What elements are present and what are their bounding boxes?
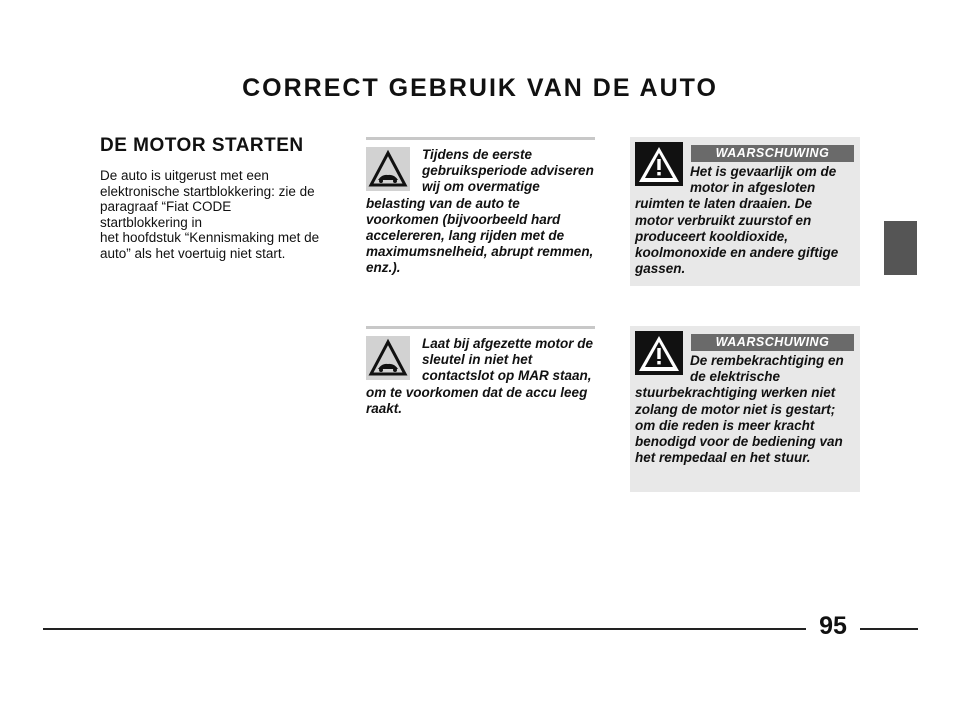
note-box — [366, 137, 595, 277]
note-divider — [366, 137, 595, 140]
warning-badge: WAARSCHUWING — [691, 334, 854, 351]
body-line: het hoofdstuk “Kennismaking met de — [100, 230, 320, 245]
footer-rule — [860, 628, 918, 630]
note-divider — [366, 326, 595, 329]
page-title: CORRECT GEBRUIK VAN DE AUTO — [242, 74, 718, 102]
warning-box — [630, 326, 860, 492]
footer-rule — [43, 628, 806, 630]
chapter-tab — [884, 221, 917, 275]
note-text: Laat bij afgezette motor de sleutel in niet het contactslot op MAR staan, om te voorkomen dat de accu leeg raakt. — [366, 336, 594, 416]
body-line: De auto is uitgerust met een — [100, 168, 269, 183]
car-environment-icon — [366, 147, 410, 191]
section-body — [100, 168, 340, 261]
page-number: 95 — [819, 612, 847, 640]
warning-triangle-icon — [635, 331, 683, 375]
warning-box — [630, 137, 860, 286]
warning-text: De rembekrachtiging en de elektrische stuurbekrachtiging werken niet zolang de motor niet is gestart; om die reden is meer kracht benodigd voor de bediening van het rempedaal en het stuur. — [635, 353, 844, 466]
note-text: Tijdens de eerste gebruiksperiode adviseren wij om overmatige belasting van de auto te voorkomen (bijvoorbeeld hard accelereren, lang rijden met de maximumsnelheid, abrupt remmen, enz.). — [366, 147, 594, 276]
note-box — [366, 326, 595, 417]
car-environment-icon — [366, 336, 410, 380]
body-line: auto” als het voertuig niet start. — [100, 245, 286, 261]
body-line: paragraaf “Fiat CODE — [100, 199, 232, 214]
warning-triangle-icon — [635, 142, 683, 186]
section-heading: DE MOTOR STARTEN — [100, 135, 304, 156]
body-line: startblokkering in — [100, 214, 203, 230]
warning-text: Het is gevaarlijk om de motor in afgesloten ruimten te laten draaien. De motor verbruikt zuurstof en produceert kooldioxide, koolmonoxide en andere giftige gassen. — [635, 164, 839, 277]
warning-badge: WAARSCHUWING — [691, 145, 854, 162]
body-line: elektronische startblokkering: zie de — [100, 183, 315, 199]
